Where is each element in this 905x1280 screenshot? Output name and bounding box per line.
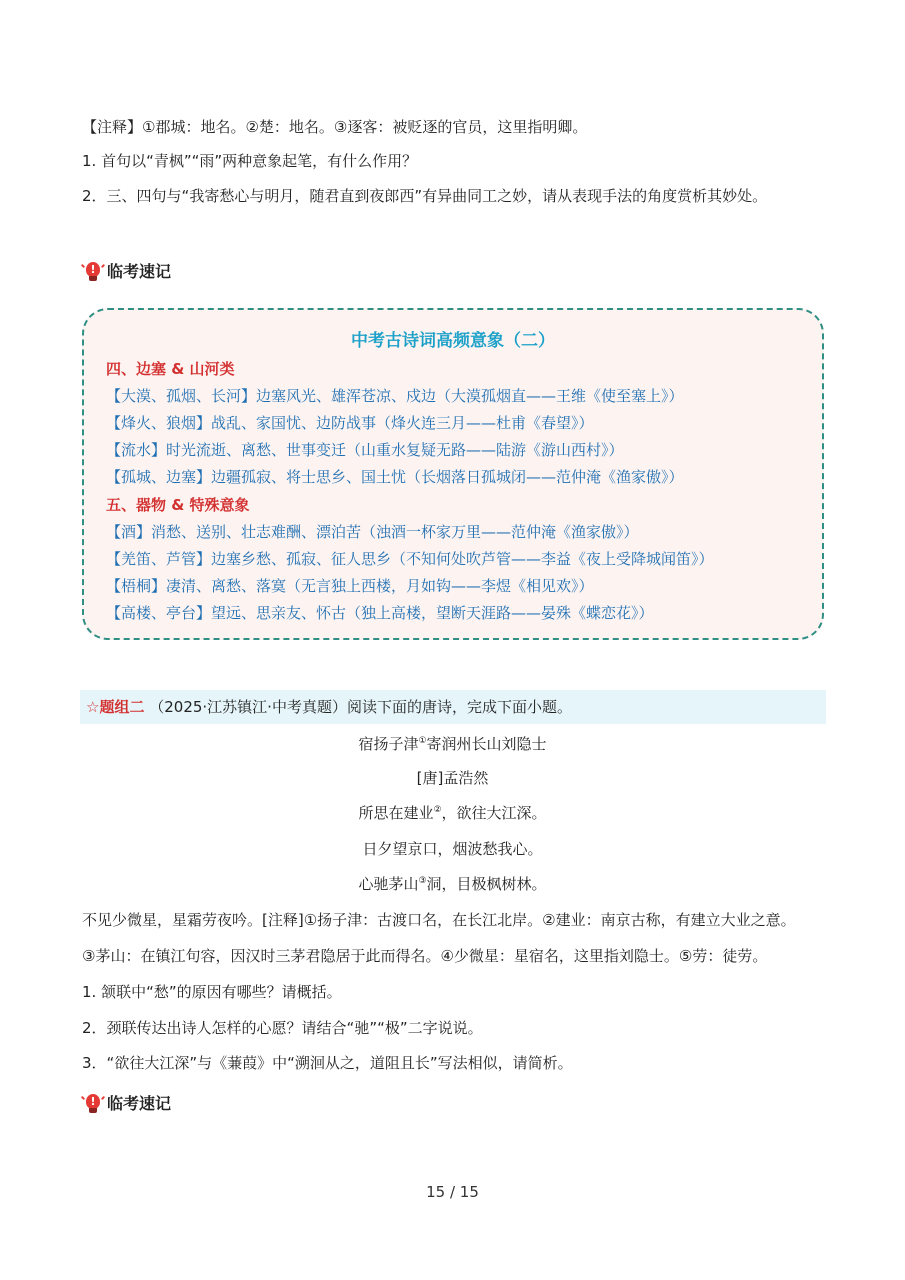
box-title: 中考古诗词高频意象（二） (351, 331, 555, 351)
section-heading (82, 1092, 171, 1116)
poem-notes-1: 不见少微星，星霜劳夜吟。[注释]①扬子津：古渡口名，在长江北岸。②建业：南京古称，有建立大业之意。 (82, 911, 796, 929)
question-item: 1. 颔联中“愁”的原因有哪些？请概括。 (82, 983, 342, 1001)
poem-line: 日夕望京口，烟波愁我心。 (362, 840, 543, 858)
question-1: 1. 首句以“青枫”“雨”两种意象起笔，有什么作用？ (82, 152, 418, 170)
imagery-item: 【酒】消愁、送别、壮志难酬、漂泊苦（浊酒一杯家万里——范仲淹《渔家傲》） (106, 523, 639, 541)
imagery-item: 【梧桐】凄清、离愁、落寞（无言独上西楼，月如钩——李煜《相见欢》） (106, 577, 594, 595)
poem-line: 心驰茅山③洞，目极枫树林。 (358, 875, 547, 893)
alert-lightbulb-icon: ! (82, 1093, 104, 1115)
question-item: 3．“欲往大江深”与《蒹葭》中“溯洄从之，道阻且长”写法相似，请简析。 (82, 1054, 573, 1072)
notes-line: 【注释】①郡城：地名。②楚：地名。③逐客：被贬逐的官员，这里指明卿。 (82, 118, 588, 136)
page-number: 15 / 15 (426, 1183, 479, 1201)
group-desc: （2025·江苏镇江·中考真题）阅读下面的唐诗，完成下面小题。 (149, 698, 572, 716)
imagery-box (82, 308, 824, 640)
poem-notes-2: ③茅山：在镇江句容，因汉时三茅君隐居于此而得名。④少微星：星宿名，这里指刘隐士。⑤劳：徒劳。 (82, 947, 768, 965)
group-tag: ☆题组二 (86, 698, 145, 716)
question-2: 2．三、四句与“我寄愁心与明月，随君直到夜郎西”有异曲同工之妙，请从表现手法的角度赏析其妙处。 (82, 187, 768, 205)
imagery-item: 【羌笛、芦管】边塞乡愁、孤寂、征人思乡（不知何处吹芦管——李益《夜上受降城闻笛》） (106, 550, 714, 568)
imagery-item: 【烽火、狼烟】战乱、家国忧、边防战事（烽火连三月——杜甫《春望》） (106, 414, 594, 432)
imagery-item: 【孤城、边塞】边疆孤寂、将士思乡、国土忧（长烟落日孤城闭——范仲淹《渔家傲》） (106, 468, 684, 486)
question-item: 2．颈联传达出诗人怎样的心愿？请结合“驰”“极”二字说说。 (82, 1019, 483, 1037)
poem-author: [唐]孟浩然 (416, 769, 489, 787)
imagery-item: 【大漠、孤烟、长河】边塞风光、雄浑苍凉、戍边（大漠孤烟直——王维《使至塞上》） (106, 387, 684, 405)
category-objects: 五、器物 & 特殊意象 (106, 496, 250, 514)
poem-line: 所思在建业②，欲往大江深。 (358, 804, 547, 822)
imagery-item: 【流水】时光流逝、离愁、世事变迁（山重水复疑无路——陆游《游山西村》） (106, 441, 624, 459)
alert-lightbulb-icon: ! (82, 261, 104, 283)
question-group-bar (80, 690, 826, 724)
poem-title: 宿扬子津①寄润州长山刘隐士 (358, 735, 547, 753)
category-frontier: 四、边塞 & 山河类 (106, 360, 235, 378)
imagery-item: 【高楼、亭台】望远、思亲友、怀古（独上高楼，望断天涯路——晏殊《蝶恋花》） (106, 604, 654, 622)
section-heading (82, 260, 171, 284)
section-heading-text: 临考速记 (107, 1094, 172, 1113)
section-heading-text: 临考速记 (107, 262, 172, 281)
question-group-label (86, 696, 572, 718)
